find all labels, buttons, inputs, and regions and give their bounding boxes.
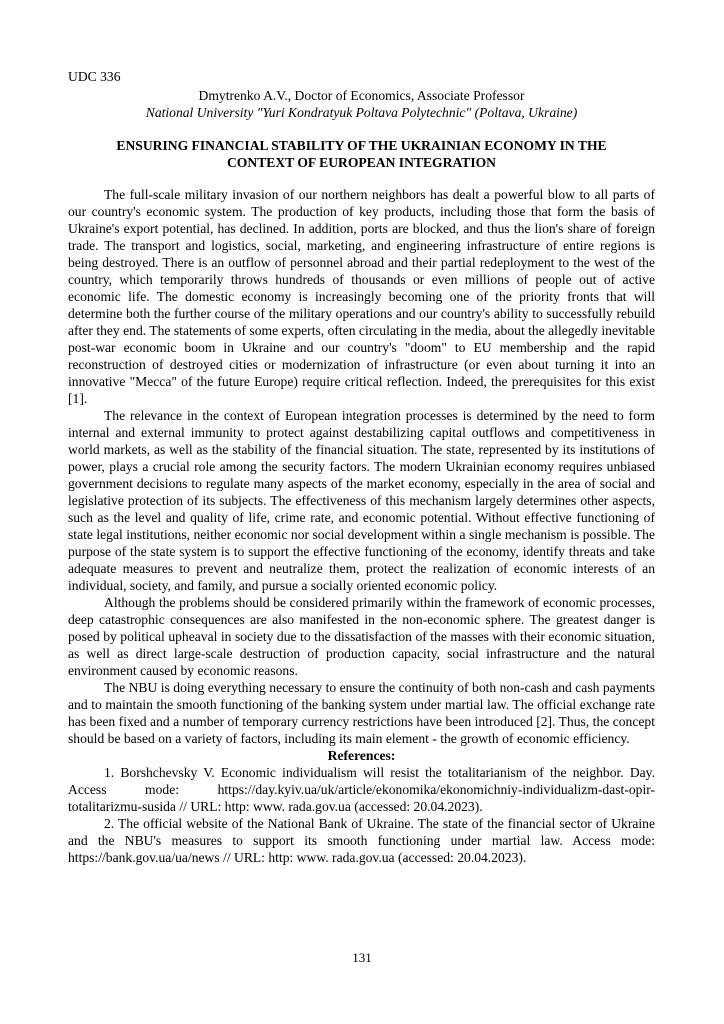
reference-item-1: 1. Borshchevsky V. Economic individualism will resist the totalitarianism of the neighbor. Day. Access mode: https://day.kyiv.ua/uk/article/ekonomika/ekonomichniy-individualizm-dast-opir-totalitarizmu-susida // URL: http: www. rada.gov.ua (accessed: 20.04.2023).: [68, 765, 655, 814]
references-heading: References:: [327, 748, 396, 763]
reference-item-2: 2. The official website of the National Bank of Ukraine. The state of the financial sector of Ukraine and the NBU's measures to support its smooth functioning under martial law. Access mode: https://bank.gov.ua/ua/news // URL: http: www. rada.gov.ua (accessed: 20.04.2023).: [68, 816, 655, 865]
paper-title: [68, 137, 655, 171]
udc-code: UDC 336: [68, 69, 121, 84]
author-line: Dmytrenko A.V., Doctor of Economics, Associate Professor: [198, 88, 525, 103]
body-paragraph-2: The relevance in the context of European integration processes is determined by the need to form internal and external immunity to protect against destabilizing capital outflows and competitiveness in world markets, as well as the stability of the financial situation. The state, represented by its institutions of power, plays a crucial role among the security factors. The modern Ukrainian economy requires unbiased government decisions to regulate many aspects of the market economy, especially in the area of social and legislative protection of its subjects. The effectiveness of this mechanism largely determines other aspects, such as the level and quality of life, crime rate, and economic potential. Without effective functioning of state legal institutions, neither economic nor social development within a single mechanism is possible. The purpose of the state system is to support the effective functioning of the economy, identify threats and take adequate measures to prevent and neutralize them, protect the realization of economic interests of an individual, society, and family, and pursue a socially oriented economic policy.: [68, 408, 655, 593]
page-number: 131: [352, 950, 372, 965]
affiliation-line: National University "Yuri Kondratyuk Poltava Polytechnic" (Poltava, Ukraine): [145, 105, 578, 120]
body-paragraph-1: The full-scale military invasion of our northern neighbors has dealt a powerful blow to all parts of our country's economic system. The production of key products, including those that form the basis of Ukraine's export potential, has declined. In addition, ports are blocked, and thus the lion's share of foreign trade. The transport and logistics, social, marketing, and engineering infrastructure of entire regions is being destroyed. There is an outflow of personnel abroad and their partial redeployment to the west of the country, which temporarily throws hundreds of thousands or even millions of people out of active economic life. The domestic economy is increasingly becoming one of the priority fronts that will determine both the further course of the military operations and our country's ability to successfully rebuild after they end. The statements of some experts, often circulating in the media, about the allegedly inevitable post-war economic boom in Ukraine and our country's "doom" to EU membership and the rapid reconstruction of destroyed cities or modernization of infrastructure (or even about turning it into an innovative "Mecca" of the future Europe) require critical reflection. Indeed, the prerequisites for this exist [1].: [68, 187, 655, 406]
body-paragraph-3: Although the problems should be considered primarily within the framework of economic processes, deep catastrophic consequences are also manifested in the non-economic sphere. The greatest danger is posed by political upheaval in society due to the dissatisfaction of the masses with their economic situation, as well as direct large-scale destruction of production capacity, social infrastructure and the natural environment caused by economic reasons.: [68, 595, 655, 678]
paper-title-line1: ENSURING FINANCIAL STABILITY OF THE UKRAINIAN ECONOMY IN THE: [116, 138, 607, 153]
body-paragraph-4: The NBU is doing everything necessary to ensure the continuity of both non-cash and cash payments and to maintain the smooth functioning of the banking system under martial law. The official exchange rate has been fixed and a number of temporary currency restrictions have been introduced [2]. Thus, the concept should be based on a variety of factors, including its main element - the growth of economic efficiency.: [68, 680, 655, 746]
paper-title-line2: CONTEXT OF EUROPEAN INTEGRATION: [226, 155, 496, 170]
